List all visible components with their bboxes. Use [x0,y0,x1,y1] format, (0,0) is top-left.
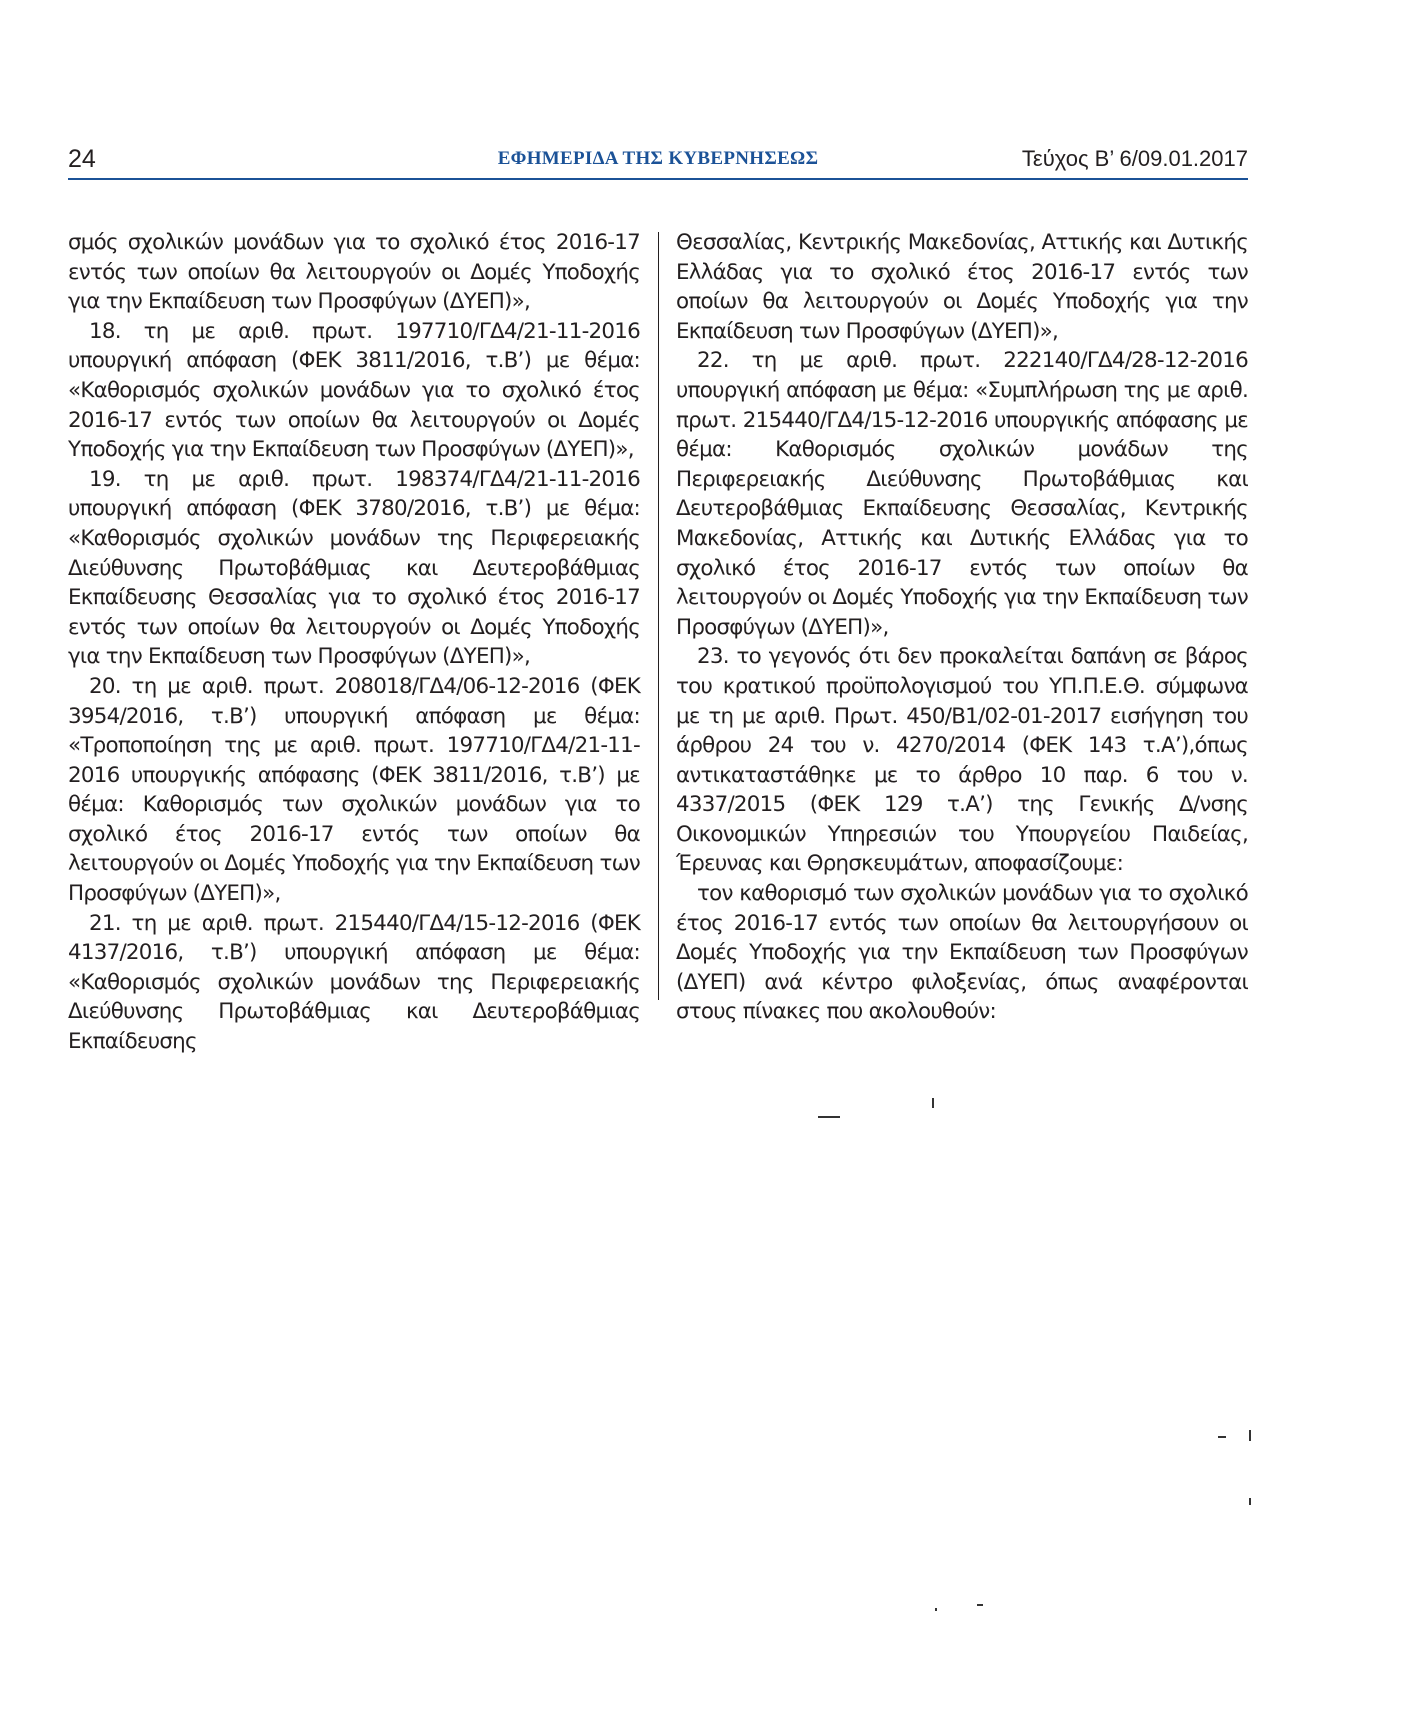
scan-speck [932,1098,934,1108]
paragraph-item-19: 19. τη με αριθ. πρωτ. 198374/ΓΔ4/21-11-2016 υπουργική απόφαση (ΦΕΚ 3780/2016, τ.Β’) με θέμα: «Καθορισμός σχολικών μονάδων της Περιφερειακής Διεύθυνσης Πρωτοβάθμιας και Δευτεροβάθμιας Εκπαίδευσης Θεσσαλίας για το σχολικό έτος 2016-17 εντός των οποίων θα λειτουργούν οι Δομές Υποδοχής για την Εκπαίδευση των Προσφύγων (ΔΥΕΠ)», [68,466,640,670]
paragraph-continuation: Θεσσαλίας, Κεντρικής Μακεδονίας, Αττικής και Δυτικής Ελλάδας για το σχολικό έτος 2016-17 εντός των οποίων θα λειτουργούν οι Δομές Υποδοχής για την Εκπαίδευση των Προσφύγων (ΔΥΕΠ)», [676,230,1248,344]
paragraph-item-22: 22. τη με αριθ. πρωτ. 222140/ΓΔ4/28-12-2016 υπουργική απόφαση με θέμα: «Συμπλήρωση της με αριθ. πρωτ. 215440/ΓΔ4/15-12-2016 υπουργικής απόφασης με θέμα: Καθορισμός σχολικών μονάδων της Περιφερειακής Διεύθυνσης Πρωτοβάθμιας και Δευτεροβάθμιας Εκπαίδευσης Θεσσαλίας, Κεντρικής Μακεδονίας, Αττικής και Δυτικής Ελλάδας για το σχολικό έτος 2016-17 εντός των οποίων θα λειτουργούν οι Δομές Υποδοχής για την Εκπαίδευση των Προσφύγων (ΔΥΕΠ)», [676,348,1248,640]
journal-title: ΕΦΗΜΕΡΙΔΑ ΤΗΣ ΚΥΒΕΡΝΗΣΕΩΣ [497,148,819,169]
scan-speck [935,1608,937,1611]
paragraph-decision: τον καθορισμό των σχολικών μονάδων για το σχολικό έτος 2016-17 εντός των οποίων θα λειτουργήσουν οι Δομές Υποδοχής για την Εκπαίδευση των Προσφύγων (ΔΥΕΠ) ανά κέντρο φιλοξενίας, όπως αναφέρονται στους πίνακες που ακολουθούν: [676,881,1248,1025]
left-column [68,228,640,1057]
paragraph-item-21: 21. τη με αριθ. πρωτ. 215440/ΓΔ4/15-12-2016 (ΦΕΚ 4137/2016, τ.Β’) υπουργική απόφαση με θέμα: «Καθορισμός σχολικών μονάδων της Περιφερειακής Διεύθυνσης Πρωτοβάθμιας και Δευτεροβάθμιας Εκπαίδευσης [68,910,640,1055]
header-rule [68,178,1248,180]
scan-speck [818,1116,840,1118]
paragraph-item-18: 18. τη με αριθ. πρωτ. 197710/ΓΔ4/21-11-2016 υπουργική απόφαση (ΦΕΚ 3811/2016, τ.Β’) με θέμα: «Καθορισμός σχολικών μονάδων για το σχολικό έτος 2016-17 εντός των οποίων θα λειτουργούν οι Δομές Υποδοχής για την Εκπαίδευση των Προσφύγων (ΔΥΕΠ)», [68,318,640,463]
scan-speck [1249,1430,1251,1441]
column-divider [658,232,659,1000]
paragraph-item-20: 20. τη με αριθ. πρωτ. 208018/ΓΔ4/06-12-2016 (ΦΕΚ 3954/2016, τ.Β’) υπουργική απόφαση με θέμα: «Τροποποίηση της με αριθ. πρωτ. 197710/ΓΔ4/21-11-2016 υπουργικής απόφασης (ΦΕΚ 3811/2016, τ.Β’) με θέμα: Καθορισμός των σχολικών μονάδων για το σχολικό έτος 2016-17 εντός των οποίων θα λειτουργούν οι Δομές Υποδοχής για την Εκπαίδευση των Προσφύγων (ΔΥΕΠ)», [68,673,640,907]
issue-info: Τεύχος Β’ 6/09.01.2017 [1021,146,1248,171]
right-column [676,228,1248,1027]
page-header [68,142,1248,176]
paragraph-item-23: 23. το γεγονός ότι δεν προκαλείται δαπάνη σε βάρος του κρατικού προϋπολογισμού του ΥΠ.Π.Ε.Θ. σύμφωνα με τη με αριθ. Πρωτ. 450/Β1/02-01-2017 εισήγηση του άρθρου 24 του ν. 4270/2014 (ΦΕΚ 143 τ.Α’),όπως αντικαταστάθηκε με το άρθρο 10 παρ. 6 του ν. 4337/2015 (ΦΕΚ 129 τ.Α’) της Γενικής Δ/νσης Οικονομικών Υπηρεσιών του Υπουργείου Παιδείας, Έρευνας και Θρησκευμάτων, αποφασίζουμε: [676,644,1248,877]
scan-speck [1249,1498,1251,1505]
scan-speck [977,1604,983,1606]
paragraph-continuation: σμός σχολικών μονάδων για το σχολικό έτος 2016-17 εντός των οποίων θα λειτουργούν οι Δομές Υποδοχής για την Εκπαίδευση των Προσφύγων (ΔΥΕΠ)», [68,230,640,315]
scan-speck [1218,1436,1226,1438]
page-number: 24 [68,145,96,173]
